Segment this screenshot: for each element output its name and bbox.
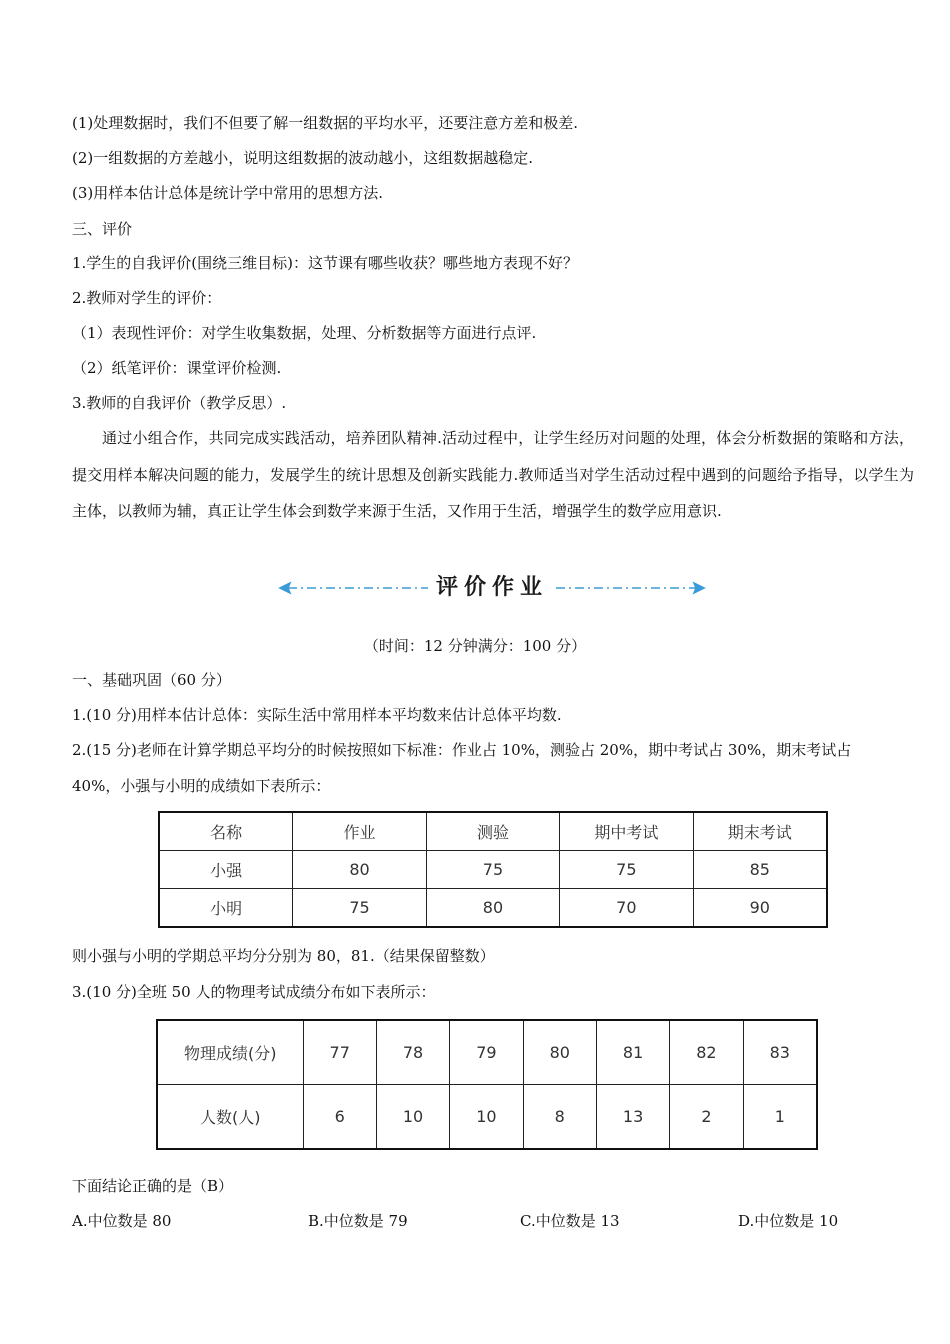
table-header-cell: 期末考试 <box>693 812 827 851</box>
question-2-line-2: 40%，小强与小明的成绩如下表所示： <box>72 777 331 795</box>
table-cell: 13 <box>596 1085 669 1150</box>
table-header-cell: 期中考试 <box>560 812 693 851</box>
summary-point-3: (3)用样本估计总体是统计学中常用的思想方法. <box>72 184 384 202</box>
table-cell: 10 <box>376 1085 449 1150</box>
table-cell: 83 <box>743 1020 817 1085</box>
choice-c: C.中位数是 13 <box>520 1212 620 1230</box>
evaluation-item-2: 2.教师对学生的评价： <box>72 289 222 307</box>
summary-point-1: (1)处理数据时，我们不但要了解一组数据的平均水平，还要注意方差和极差. <box>72 114 579 132</box>
evaluation-item-1: 1.学生的自我评价(围绕三维目标)：这节课有哪些收获？哪些地方表现不好？ <box>72 254 579 272</box>
choice-d: D.中位数是 10 <box>738 1212 839 1230</box>
table-cell: 1 <box>743 1085 817 1150</box>
table-cell: 70 <box>560 889 693 928</box>
table-cell: 75 <box>560 851 693 889</box>
choice-a: A.中位数是 80 <box>72 1212 172 1230</box>
table-header-cell: 人数(人) <box>157 1085 303 1150</box>
table-cell: 2 <box>670 1085 743 1150</box>
table-row <box>159 851 827 889</box>
table-cell: 79 <box>450 1020 523 1085</box>
score-table <box>158 811 828 928</box>
table-cell: 80 <box>426 889 559 928</box>
question-2-line-1: 2.(15 分)老师在计算学期总平均分的时候按照如下标准：作业占 10%，测验占 20%，期中考试占 30%，期末考试占 <box>72 741 852 759</box>
table-cell: 75 <box>293 889 426 928</box>
table-cell: 10 <box>450 1085 523 1150</box>
table-row <box>159 889 827 928</box>
table-cell: 78 <box>376 1020 449 1085</box>
table-header-cell: 测验 <box>426 812 559 851</box>
evaluation-item-2-2: （2）纸笔评价：课堂评价检测. <box>72 359 282 377</box>
choice-b: B.中位数是 79 <box>308 1212 408 1230</box>
table-cell: 小明 <box>159 889 293 928</box>
evaluation-item-2-1: （1）表现性评价：对学生收集数据，处理、分析数据等方面进行点评. <box>72 324 537 342</box>
section-basic: 一、基础巩固（60 分） <box>72 671 231 689</box>
evaluation-heading: 三、评价 <box>72 220 133 238</box>
table-header-cell: 名称 <box>159 812 293 851</box>
table-cell: 8 <box>523 1085 596 1150</box>
table-header-row <box>159 812 827 851</box>
arrow-left-icon <box>280 583 290 593</box>
table-cell: 80 <box>523 1020 596 1085</box>
table-cell: 82 <box>670 1020 743 1085</box>
question-3-prompt: 下面结论正确的是（B） <box>72 1177 234 1195</box>
time-note: （时间：12 分钟满分：100 分） <box>363 637 587 655</box>
homework-banner <box>278 568 706 608</box>
table-cell: 81 <box>596 1020 669 1085</box>
evaluation-item-3: 3.教师的自我评价（教学反思）. <box>72 394 287 412</box>
table-cell: 90 <box>693 889 827 928</box>
table-header-cell: 物理成绩(分) <box>157 1020 303 1085</box>
table-cell: 75 <box>426 851 559 889</box>
table-cell: 6 <box>303 1085 376 1150</box>
table-header-cell: 作业 <box>293 812 426 851</box>
summary-point-2: (2)一组数据的方差越小，说明这组数据的波动越小，这组数据越稳定. <box>72 149 534 167</box>
question-2-answer: 则小强与小明的学期总平均分分别为 80，81.（结果保留整数） <box>72 947 495 965</box>
arrow-right-icon <box>694 583 704 593</box>
table-cell: 80 <box>293 851 426 889</box>
table-row <box>157 1085 817 1150</box>
question-1: 1.(10 分)用样本估计总体：实际生活中常用样本平均数来估计总体平均数. <box>72 706 562 724</box>
reflection-paragraph: 通过小组合作，共同完成实践活动，培养团队精神.活动过程中，让学生经历对问题的处理，体会分析数据的策略和方法，提交用样本解决问题的能力，发展学生的统计思想及创新实践能力.教师适当对学生活动过程中遇到的问题给予指导，以学生为主体，以教师为辅，真正让学生体会到数学来源于生活，又作用于生活，增强学生的数学应用意识. <box>72 429 914 520</box>
banner-title: 评价作业 <box>435 575 548 600</box>
table-row <box>157 1020 817 1085</box>
table-cell: 小强 <box>159 851 293 889</box>
physics-score-table <box>156 1019 818 1150</box>
question-3: 3.(10 分)全班 50 人的物理考试成绩分布如下表所示： <box>72 983 436 1001</box>
table-cell: 77 <box>303 1020 376 1085</box>
table-cell: 85 <box>693 851 827 889</box>
